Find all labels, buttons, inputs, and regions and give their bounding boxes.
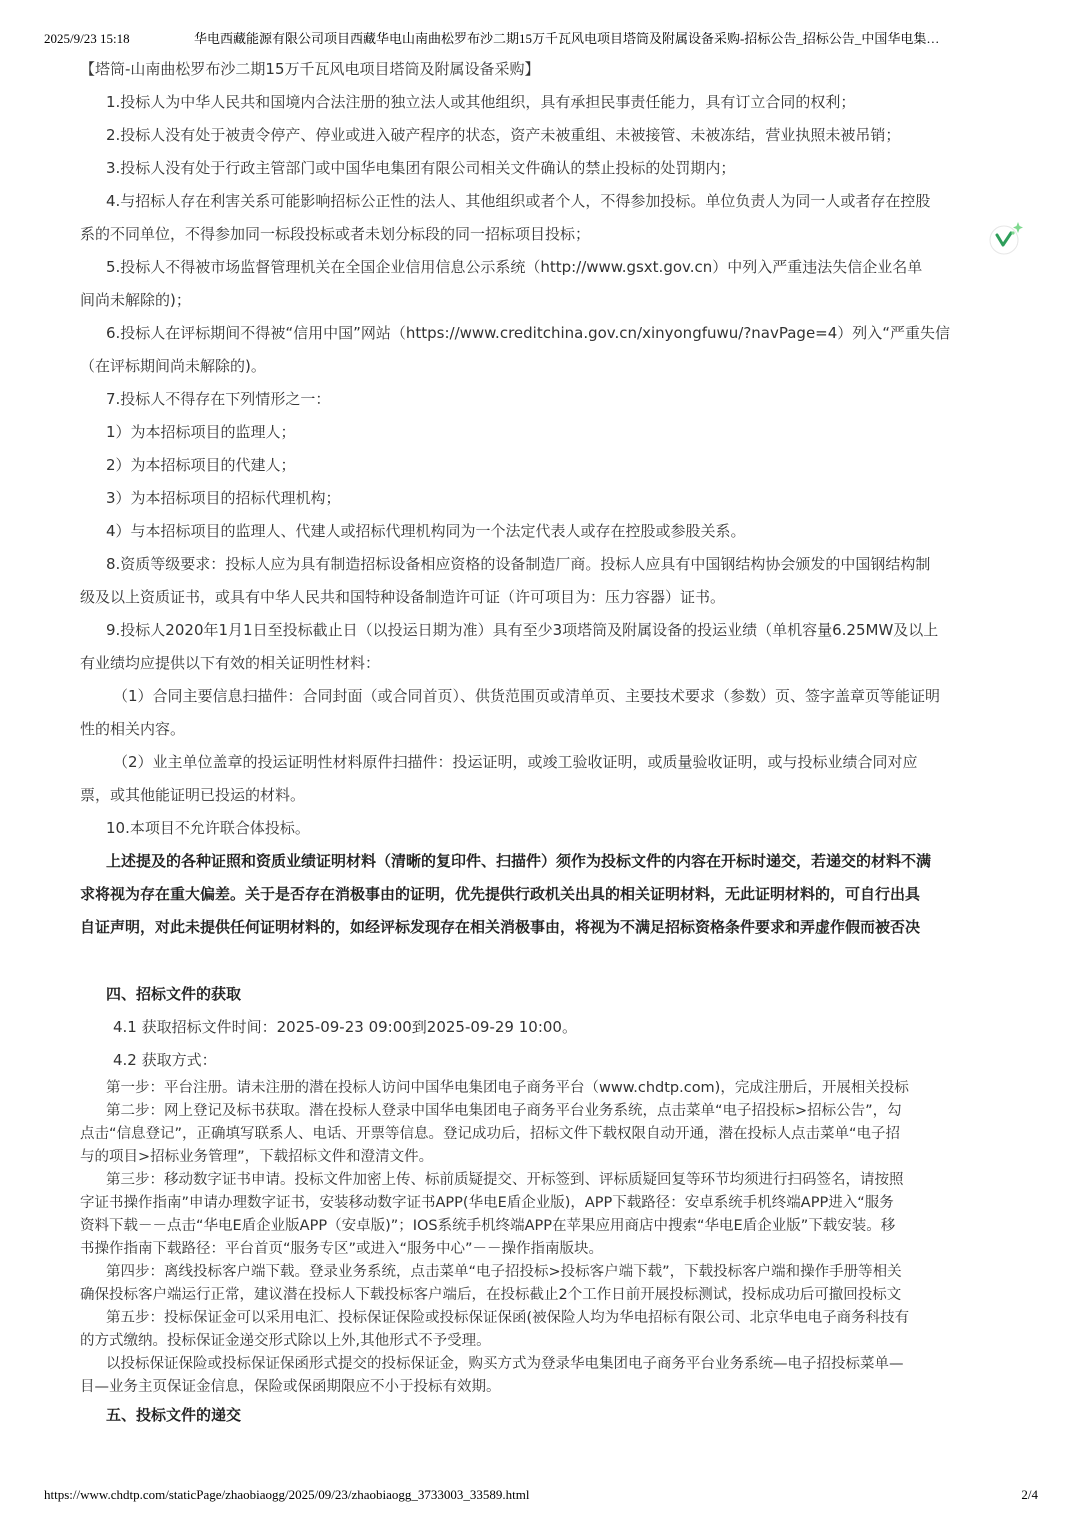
req-7-item-4: 4）与本招标项目的监理人、代建人或招标代理机构同为一个法定代表人或存在控股或参股关系。 <box>106 522 746 540</box>
req-9-sub-1-cont: 性的相关内容。 <box>80 720 186 738</box>
step-5-cont: 的方式缴纳。投标保证金递交形式除以上外,其他形式不予受理。 <box>80 1333 491 1349</box>
deposit-note-cont: 目—业务主页保证金信息，保险或保函期限应不小于投标有效期。 <box>80 1379 501 1395</box>
step-5: 第五步：投标保证金可以采用电汇、投标保证保险或投标保证保函(被保险人均为华电招标有限公司、北京华电电子商务科技有 <box>106 1310 910 1326</box>
step-4: 第四步：离线投标客户端下载。登录业务系统，点击菜单“电子招投标>投标客户端下载”，下载投标客户端和操作手册等相关 <box>106 1264 902 1280</box>
step-3-cont-2: 资料下载－－点击“华电E盾企业版APP（安卓版)”；IOS系统手机终端APP在苹果应用商店中搜索“华电E盾企业版”下载安装。移 <box>80 1218 896 1234</box>
print-header <box>44 28 1044 47</box>
section-4-time: 4.1 获取招标文件时间：2025-09-23 09:00到2025-09-29 10:00。 <box>113 1018 577 1036</box>
req-9-sub-1: （1）合同主要信息扫描件：合同封面（或合同首页）、供货范围页或清单页、主要技术要求（参数）页、签字盖章页等能证明 <box>113 687 941 705</box>
req-4: 4.与招标人存在利害关系可能影响招标公正性的法人、其他组织或者个人，不得参加投标。单位负责人为同一人或者存在控股 <box>106 192 931 210</box>
step-3: 第三步：移动数字证书申请。投标文件加密上传、标前质疑提交、开标签到、评标质疑回复等环节均须进行扫码签名，请按照 <box>106 1172 904 1188</box>
section-5-heading: 五、投标文件的递交 <box>106 1406 242 1424</box>
step-1: 第一步：平台注册。请未注册的潜在投标人访问中国华电集团电子商务平台（www.chdtp.com)，完成注册后，开展相关投标 <box>106 1080 909 1096</box>
section-4-heading: 四、招标文件的获取 <box>106 985 242 1003</box>
req-7-item-1: 1）为本招标项目的监理人； <box>106 423 296 441</box>
req-9-sub-2: （2）业主单位盖章的投运证明性材料原件扫描件：投运证明，或竣工验收证明，或质量验收证明，或与投标业绩合同对应 <box>113 753 918 771</box>
req-3: 3.投标人没有处于行政主管部门或中国华电集团有限公司相关文件确认的禁止投标的处罚期内； <box>106 159 736 177</box>
req-9-sub-2-cont: 票，或其他能证明已投运的材料。 <box>80 786 306 804</box>
bold-notice-1: 上述提及的各种证照和资质业绩证明材料（清晰的复印件、扫描件）须作为投标文件的内容在开标时递交，若递交的材料不满 <box>106 852 932 870</box>
spacer <box>80 944 1031 978</box>
req-9-cont: 有业绩均应提供以下有效的相关证明性材料： <box>80 654 381 672</box>
deposit-note: 以投标保证保险或投标保证保函形式提交的投标保证金，购买方式为登录华电集团电子商务平台业务系统—电子招投标菜单— <box>106 1356 904 1372</box>
step-3-cont-1: 字证书操作指南”申请办理数字证书，安装移动数字证书APP(华电E盾企业版)，APP下载路径：安卓系统手机终端APP进入“服务 <box>80 1195 894 1211</box>
floating-assistant-icon[interactable] <box>986 218 1026 258</box>
req-7: 7.投标人不得存在下列情形之一： <box>106 390 331 408</box>
print-url: https://www.chdtp.com/staticPage/zhaobiaogg/2025/09/23/zhaobiaogg_3733003_33589.html <box>44 1487 530 1502</box>
step-2-cont-2: 与的项目>招标业务管理”，下载招标文件和澄清文件。 <box>80 1149 434 1165</box>
req-10: 10.本项目不允许联合体投标。 <box>106 819 310 837</box>
req-6: 6.投标人在评标期间不得被“信用中国”网站（https://www.creditchina.gov.cn/xinyongfuwu/?navPage=4）列入“严重失信 <box>106 324 951 342</box>
step-4-cont: 确保投标客户端运行正常，建议潜在投标人下载投标客户端后，在投标截止2个工作日前开展投标测试，投标成功后可撤回投标文 <box>80 1287 902 1303</box>
req-7-item-2: 2）为本招标项目的代建人； <box>106 456 296 474</box>
page-number: 2/4 <box>1021 1487 1038 1502</box>
print-footer <box>44 1487 1038 1503</box>
req-7-item-3: 3）为本招标项目的招标代理机构； <box>106 489 341 507</box>
bold-notice-3: 自证声明，对此未提供任何证明材料的，如经评标发现存在相关消极事由，将视为不满足招标资格条件要求和弄虚作假而被否决 <box>80 918 921 936</box>
req-8-cont: 级及以上资质证书，或具有中华人民共和国特种设备制造许可证（许可项目为：压力容器）证书。 <box>80 588 726 606</box>
req-8: 8.资质等级要求：投标人应为具有制造招标设备相应资格的设备制造厂商。投标人应具有中国钢结构协会颁发的中国钢结构制 <box>106 555 931 573</box>
req-4-cont: 系的不同单位，不得参加同一标段投标或者未划分标段的同一招标项目投标； <box>80 225 591 243</box>
req-6-cont: （在评标期间尚未解除的)。 <box>80 357 266 375</box>
req-2: 2.投标人没有处于被责令停产、停业或进入破产程序的状态，资产未被重组、未被接管、未被冻结，营业执照未被吊销； <box>106 126 901 144</box>
req-5-cont: 间尚未解除的)； <box>80 291 191 309</box>
step-3-cont-3: 书操作指南下载路径：平台首页“服务专区”或进入“服务中心”－－操作指南版块。 <box>80 1241 604 1257</box>
print-datetime: 2025/9/23 15:18 <box>44 31 130 46</box>
step-2-cont-1: 点击“信息登记”，正确填写联系人、电话、开票等信息。登记成功后，招标文件下载权限自动开通，潜在投标人点击菜单“电子招 <box>80 1126 901 1142</box>
req-5: 5.投标人不得被市场监督管理机关在全国企业信用信息公示系统（http://www.gsxt.gov.cn）中列入严重违法失信企业名单 <box>106 258 923 276</box>
step-2: 第二步：网上登记及标书获取。潜在投标人登录中国华电集团电子商务平台业务系统，点击菜单“电子招投标>招标公告”，勾 <box>106 1103 902 1119</box>
document-body <box>80 53 1031 1432</box>
bold-notice-2: 求将视为存在重大偏差。关于是否存在消极事由的证明，优先提供行政机关出具的相关证明材料，无此证明材料的，可自行出具 <box>80 885 921 903</box>
req-1: 1.投标人为中华人民共和国境内合法注册的独立法人或其他组织，具有承担民事责任能力，具有订立合同的权利； <box>106 93 856 111</box>
req-9: 9.投标人2020年1月1日至投标截止日（以投运日期为准）具有至少3项塔筒及附属设备的投运业绩（单机容量6.25MW及以上 <box>106 621 939 639</box>
print-page-title: 华电西藏能源有限公司项目西藏华电山南曲松罗布沙二期15万千瓦风电项目塔筒及附属设备采购-招标公告_招标公告_中国华电集… <box>194 31 940 46</box>
section-title: 【塔筒-山南曲松罗布沙二期15万千瓦风电项目塔筒及附属设备采购】 <box>80 60 540 78</box>
section-4-method: 4.2 获取方式： <box>113 1051 217 1069</box>
